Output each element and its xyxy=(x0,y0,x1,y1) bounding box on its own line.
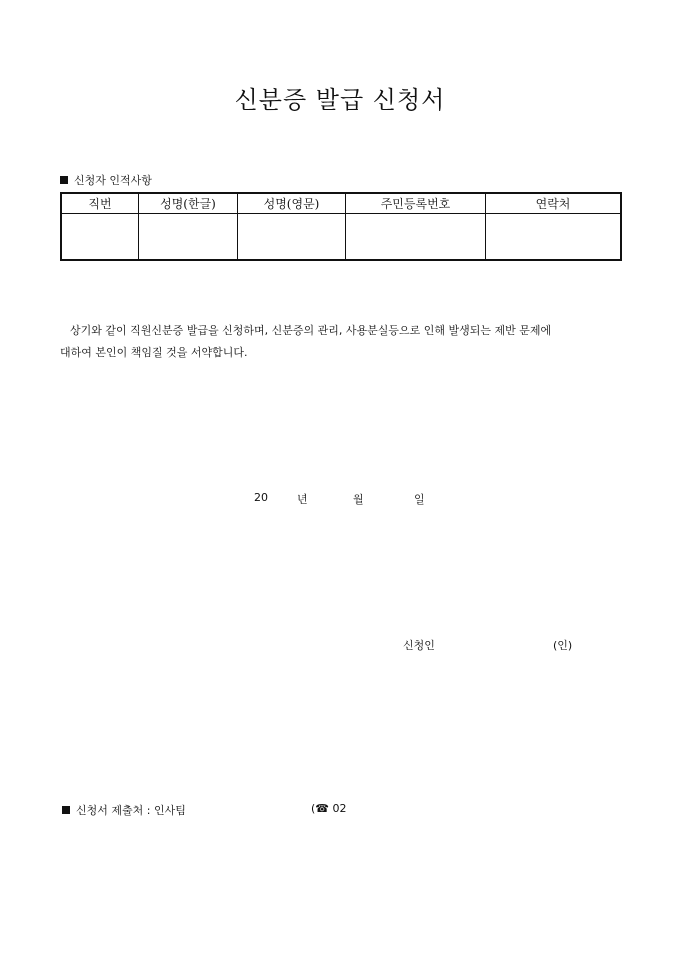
page-title: 신분증 발급 신청서 xyxy=(234,86,446,114)
date-month-label: 월 xyxy=(353,493,364,506)
telephone-icon: ☎ xyxy=(315,802,329,815)
submission-footer xyxy=(62,802,186,818)
column-header-name-korean: 성명(한글) xyxy=(139,193,238,214)
column-header-name-english: 성명(영문) xyxy=(238,193,346,214)
name-korean-cell[interactable] xyxy=(139,214,238,261)
black-square-bullet-icon xyxy=(60,176,68,184)
phone-number: 02 xyxy=(332,802,347,815)
table-row xyxy=(61,214,621,261)
date-day-label: 일 xyxy=(414,493,425,506)
table-header-row xyxy=(61,193,621,214)
date-row xyxy=(0,491,680,507)
column-header-staff-number: 직번 xyxy=(61,193,139,214)
name-english-cell[interactable] xyxy=(238,214,346,261)
submit-destination: 신청서 제출처 : 인사팀 xyxy=(76,804,186,817)
staff-number-cell[interactable] xyxy=(61,214,139,261)
applicant-section-heading xyxy=(60,172,152,188)
date-year-label: 년 xyxy=(297,493,308,506)
phone-info xyxy=(311,802,347,815)
contact-cell[interactable] xyxy=(486,214,622,261)
applicant-info-table xyxy=(60,192,622,261)
resident-number-cell[interactable] xyxy=(346,214,486,261)
pledge-line-1: 상기와 같이 직원신분증 발급을 신청하며, 신분증의 관리, 사용분실등으로 인해 발생되는 제반 문제에 xyxy=(70,324,552,337)
seal-label: (인) xyxy=(553,639,573,652)
date-year-prefix: 20 xyxy=(254,491,268,504)
applicant-label: 신청인 xyxy=(403,639,435,652)
pledge-statement xyxy=(60,320,622,364)
black-square-bullet-icon xyxy=(62,806,70,814)
pledge-line-2: 대하여 본인이 책임질 것을 서약합니다. xyxy=(60,346,248,359)
applicant-section-title: 신청자 인적사항 xyxy=(74,174,152,187)
column-header-contact: 연락처 xyxy=(486,193,622,214)
phone-prefix: ( xyxy=(311,802,316,815)
column-header-resident-number: 주민등록번호 xyxy=(346,193,486,214)
